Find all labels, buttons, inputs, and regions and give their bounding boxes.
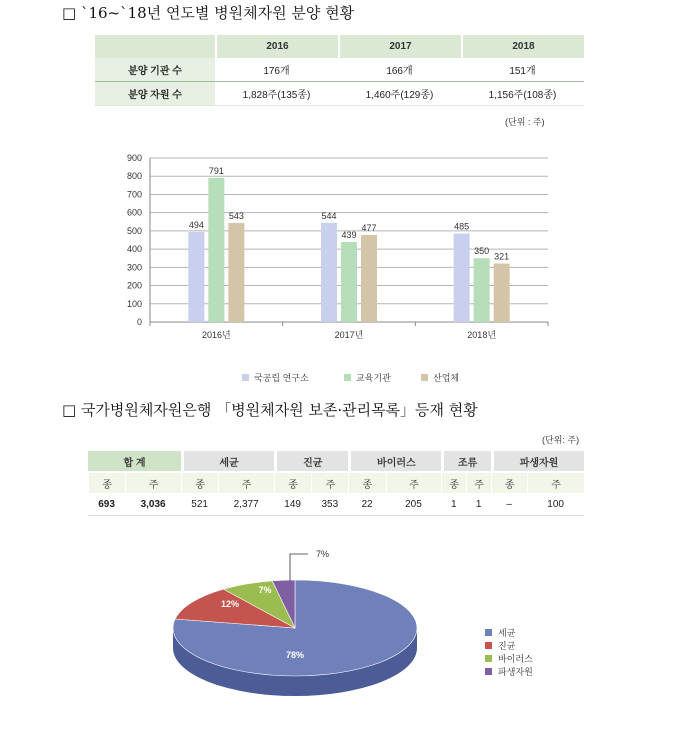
bar (321, 223, 337, 322)
legend-label: 산업체 (433, 373, 460, 383)
legend-swatch (421, 374, 428, 381)
legend-label: 파생자원 (498, 667, 533, 677)
group-header-bacteria: 세균 (181, 451, 274, 471)
table-cell: 3,036 (125, 493, 181, 516)
legend-swatch (242, 374, 249, 381)
row-label: 분양 자원 수 (95, 82, 215, 106)
y-tick-label: 800 (126, 171, 142, 182)
table-cell: 100 (527, 493, 584, 516)
sub-header-cell: 주 (218, 471, 274, 493)
data-label: 791 (208, 165, 224, 176)
sub-header-cell: 주 (125, 471, 181, 493)
y-tick-label: 400 (126, 244, 142, 255)
sub-header-cell: 종 (88, 471, 125, 493)
data-label: 439 (341, 230, 357, 241)
legend-swatch (485, 655, 492, 662)
table-cell: 521 (181, 493, 218, 516)
data-label: 477 (361, 223, 377, 234)
table-cell: 176개 (215, 58, 338, 82)
legend-item (485, 626, 533, 639)
y-tick-label: 0 (136, 317, 142, 327)
table-cell: 1 (466, 493, 491, 516)
table-cell: 353 (311, 493, 348, 516)
section1-heading: □ `16~`18년 연도별 병원체자원 분양 현황 (62, 4, 355, 22)
legend-swatch (485, 642, 492, 649)
registry-table (88, 451, 584, 516)
sub-header-cell: 종 (274, 471, 311, 493)
slice-label: 12% (220, 599, 240, 609)
legend-swatch (344, 374, 351, 381)
bar (208, 178, 224, 322)
x-tick-label: 2018년 (467, 330, 497, 340)
y-tick-label: 200 (126, 280, 142, 291)
sub-header-cell: 주 (311, 471, 348, 493)
table-cell: 1,460주(129종) (338, 82, 461, 106)
bar (454, 234, 470, 322)
bar (188, 232, 204, 322)
data-label: 543 (228, 211, 244, 222)
table-row (95, 82, 584, 106)
legend-label: 국공립 연구소 (254, 373, 309, 383)
pie-legend (485, 626, 533, 678)
table-cell: 205 (386, 493, 442, 516)
sub-header-cell: 주 (466, 471, 491, 493)
table-row (95, 58, 584, 82)
table-cell: – (491, 493, 527, 516)
y-tick-label: 700 (126, 189, 142, 200)
table-row (88, 493, 584, 516)
data-label: 494 (188, 219, 204, 230)
bar (361, 235, 377, 322)
legend-item (485, 652, 533, 665)
table-cell: 22 (348, 493, 385, 516)
group-header-algae: 조류 (441, 451, 491, 471)
leader-line (290, 554, 308, 581)
sub-header-cell: 종 (348, 471, 385, 493)
sub-header-cell: 종 (181, 471, 218, 493)
legend-label: 진균 (498, 641, 516, 651)
group-header-derived: 파생자원 (491, 451, 584, 471)
slice-label: 7% (258, 585, 272, 595)
legend-swatch (485, 629, 492, 636)
bar (341, 242, 357, 322)
data-label: 485 (454, 221, 470, 232)
unit-label: (단위: 주) (542, 435, 580, 445)
bar-chart (110, 148, 560, 393)
y-tick-label: 600 (126, 207, 142, 218)
sub-header-row (88, 471, 584, 493)
header-cell (95, 35, 215, 58)
table-cell: 166개 (338, 58, 461, 82)
sub-header-cell: 주 (527, 471, 584, 493)
pie-chart (160, 540, 460, 735)
group-header-virus: 바이러스 (348, 451, 441, 471)
table-cell: 1,828주(135종) (215, 82, 338, 106)
table-cell: 149 (274, 493, 311, 516)
legend-item (485, 639, 533, 652)
group-header-fungi: 진균 (274, 451, 348, 471)
x-tick-label: 2016년 (201, 330, 231, 340)
table-cell: 151개 (461, 58, 584, 82)
data-label: 544 (321, 210, 337, 221)
table-cell: 2,377 (218, 493, 274, 516)
section2-heading: □ 국가병원체자원은행 「병원체자원 보존·관리목록」등재 현황 (62, 401, 478, 419)
group-header-row (88, 451, 584, 471)
sub-header-cell: 종 (491, 471, 527, 493)
group-header-total: 합 계 (88, 451, 181, 471)
y-tick-label: 100 (126, 298, 142, 309)
table-cell: 1 (441, 493, 466, 516)
legend-item (485, 665, 533, 678)
row-label: 분양 기관 수 (95, 58, 215, 82)
bar (474, 258, 490, 322)
bar (228, 223, 244, 322)
table-cell: 693 (88, 493, 125, 516)
x-tick-label: 2017년 (334, 330, 364, 340)
y-tick-label: 300 (126, 262, 142, 273)
y-tick-label: 500 (126, 225, 142, 236)
header-cell: 2016 (215, 35, 338, 58)
sub-header-cell: 주 (386, 471, 442, 493)
distribution-table (95, 35, 584, 106)
header-cell: 2018 (461, 35, 584, 58)
unit-label: (단위 : 주) (505, 117, 545, 127)
data-label: 321 (494, 251, 510, 262)
y-tick-label: 900 (126, 153, 142, 163)
header-cell: 2017 (338, 35, 461, 58)
legend-label: 교육기관 (356, 373, 391, 383)
slice-label: 7% (316, 549, 330, 559)
slice-label: 78% (285, 650, 305, 660)
sub-header-cell: 종 (441, 471, 466, 493)
legend-label: 바이러스 (498, 654, 533, 664)
table-cell: 1,156주(108종) (461, 82, 584, 106)
legend-label: 세균 (498, 628, 516, 638)
legend-swatch (485, 668, 492, 675)
bar (494, 264, 510, 322)
data-label: 350 (474, 246, 490, 257)
table-header-row (95, 35, 584, 58)
